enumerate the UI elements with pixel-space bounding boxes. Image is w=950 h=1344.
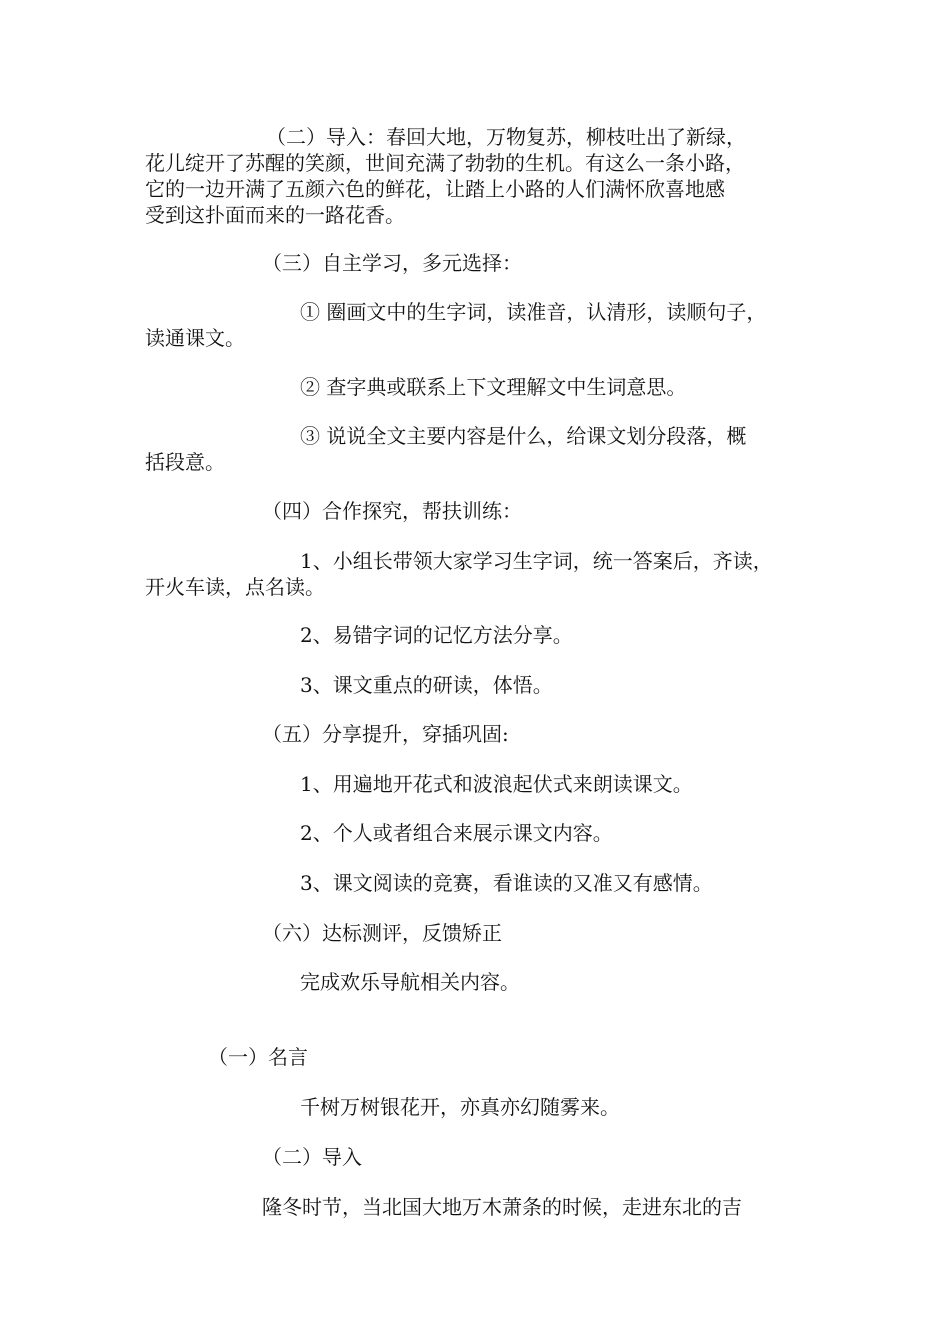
- section-three-item-2: ② 查字典或联系上下文理解文中生词意思。: [300, 375, 687, 399]
- section-two-line-2: 花儿绽开了苏醒的笑颜，世间充满了勃勃的生机。有这么一条小路，: [145, 151, 745, 175]
- section-four-item-1-line-1: 1、小组长带领大家学习生字词，统一答案后，齐读，: [300, 549, 773, 573]
- section-four-heading: （四）合作探究，帮扶训练：: [262, 499, 522, 523]
- section-three-item-3-line-2: 括段意。: [145, 450, 225, 474]
- section-four-item-1-line-2: 开火车读，点名读。: [145, 575, 325, 599]
- section-five-item-1: 1、用遍地开花式和波浪起伏式来朗读课文。: [300, 772, 693, 796]
- section-six-heading: （六）达标测评，反馈矫正: [262, 921, 502, 945]
- section-five-heading: （五）分享提升，穿插巩固:: [262, 722, 509, 746]
- section-two-line-1: （二）导入：春回大地，万物复苏，柳枝吐出了新绿，: [266, 125, 746, 149]
- next-lesson-quote: 千树万树银花开，亦真亦幻随雾来。: [300, 1095, 620, 1119]
- section-two-line-4: 受到这扑面而来的一路花香。: [145, 203, 405, 227]
- section-five-item-2: 2、个人或者组合来展示课文内容。: [300, 821, 613, 845]
- section-three-item-3-line-1: ③ 说说全文主要内容是什么，给课文划分段落，概: [300, 424, 747, 448]
- section-three-item-1-line-2: 读通课文。: [145, 326, 245, 350]
- section-four-item-3: 3、课文重点的研读，体悟。: [300, 673, 553, 697]
- section-three-item-1-line-1: ① 圈画文中的生字词，读准音，认清形，读顺句子，: [300, 300, 767, 324]
- section-two-line-3: 它的一边开满了五颜六色的鲜花，让踏上小路的人们满怀欣喜地感: [145, 177, 725, 201]
- section-three-heading: （三）自主学习，多元选择：: [262, 251, 522, 275]
- section-four-item-2: 2、易错字词的记忆方法分享。: [300, 623, 573, 647]
- next-lesson-heading-intro: （二）导入: [262, 1145, 362, 1169]
- next-lesson-heading-quote: （一）名言: [208, 1045, 308, 1069]
- section-six-content: 完成欢乐导航相关内容。: [300, 970, 520, 994]
- section-five-item-3: 3、课文阅读的竞赛，看谁读的又准又有感情。: [300, 871, 713, 895]
- next-lesson-intro: 隆冬时节，当北国大地万木萧条的时候，走进东北的吉: [262, 1195, 742, 1219]
